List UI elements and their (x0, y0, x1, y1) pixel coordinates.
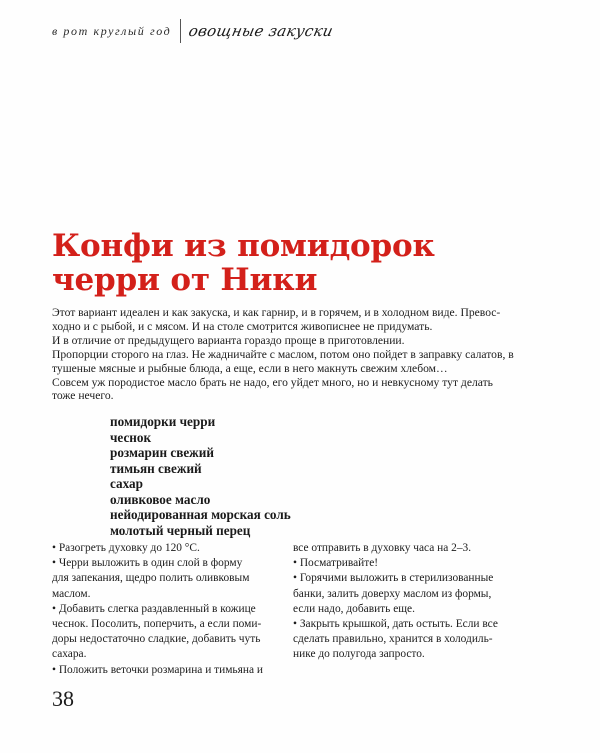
steps-column-left (52, 541, 287, 678)
step-line: если надо, добавить еще. (293, 602, 415, 615)
running-header-chapter: овощные закуски (187, 22, 336, 40)
intro-line: Пропорции сторого на глаз. Не жадничайте с маслом, потом оно пойдет в заправку салатов, в (52, 347, 514, 361)
ingredient-list (110, 414, 291, 538)
step-line: • Добавить слегка раздавленный в кожице (52, 602, 256, 615)
step-line: • Посматривайте! (293, 557, 379, 570)
ingredient-item: нейодированная морская соль (110, 507, 291, 522)
intro-line: тушеные мясные и рыбные блюда, а еще, если в него макнуть свежим хлебом… (52, 361, 448, 375)
recipe-title-line: Конфи из помидорок (52, 228, 435, 264)
step-line: маслом. (52, 587, 91, 600)
step-line: нике до полугода запросто. (293, 648, 425, 661)
steps-column-right (293, 541, 528, 663)
intro-line: И в отличие от предыдущего варианта гораздо проще в приготовлении. (52, 333, 405, 347)
recipe-title-line: черри от Ники (52, 262, 318, 298)
step-line: • Горячими выложить в стерилизованные (293, 572, 494, 585)
header-divider (180, 19, 181, 43)
intro-line: ходно и с рыбой, и с мясом. И на столе смотрится живописнее не придумать. (52, 319, 433, 333)
intro-line: Этот вариант идеален и как закуска, и как гарнир, и в горячем, и в холодном виде. Превос- (52, 306, 501, 319)
step-line: все отправить в духовку часа на 2–3. (293, 542, 472, 554)
step-line: доры недостаточно сладкие, добавить чуть (52, 633, 261, 646)
ingredient-item: тимьян свежий (110, 460, 202, 476)
intro-line: Совсем уж породистое масло брать не надо, его уйдет много, но и невкусному тут делать (52, 375, 493, 389)
step-line: чеснок. Посолить, поперчить, а если поми- (52, 618, 262, 631)
step-line: • Закрыть крышкой, дать остыть. Если все (293, 618, 498, 631)
ingredient-item: помидорки черри (110, 414, 216, 429)
step-line: • Разогреть духовку до 120 °С. (52, 542, 200, 554)
ingredient-item: молотый черный перец (110, 522, 251, 538)
ingredient-item: чеснок (110, 429, 152, 445)
page-number: 38 (52, 686, 74, 711)
recipe-intro (52, 306, 552, 403)
ingredient-item: оливковое масло (110, 491, 211, 507)
step-line: • Черри выложить в один слой в форму (52, 557, 243, 570)
step-line: сделать правильно, хранится в холодиль- (293, 633, 493, 646)
step-line: • Положить веточки розмарина и тимьяна и (52, 663, 263, 676)
ingredient-item: сахар (110, 476, 143, 491)
step-line: для запекания, щедро полить оливковым (52, 572, 250, 585)
recipe-title (52, 229, 435, 297)
step-line: сахара. (52, 648, 87, 661)
ingredient-item: розмарин свежий (110, 445, 214, 460)
intro-line: тоже нечего. (52, 389, 114, 403)
step-line: банки, залить доверху маслом из формы, (293, 587, 492, 600)
running-header (52, 20, 336, 42)
running-header-section: в рот круглый год (52, 23, 172, 38)
